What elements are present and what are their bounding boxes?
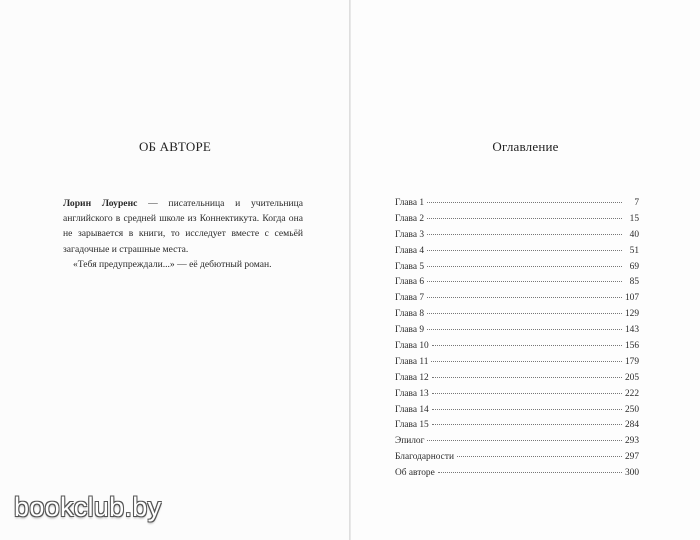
toc-entry-label: Глава 8 bbox=[395, 309, 425, 320]
toc-entry-page: 297 bbox=[624, 452, 639, 463]
toc-entry bbox=[395, 468, 639, 484]
toc-entry-label: Глава 2 bbox=[395, 213, 425, 224]
toc-leader-dots bbox=[427, 280, 622, 282]
toc-entry bbox=[395, 230, 639, 246]
bio-paragraph bbox=[63, 196, 303, 257]
table-of-contents bbox=[395, 198, 639, 484]
toc-leader-dots bbox=[427, 296, 622, 298]
toc-entry-page: 250 bbox=[624, 404, 639, 415]
toc-entry bbox=[395, 277, 639, 293]
toc-entry-label: Глава 7 bbox=[395, 293, 425, 304]
toc-entry-label: Глава 6 bbox=[395, 277, 425, 288]
toc-entry-page: 222 bbox=[624, 388, 639, 399]
toc-entry-page: 15 bbox=[629, 213, 639, 224]
toc-entry bbox=[395, 293, 639, 309]
toc-entry-label: Глава 5 bbox=[395, 261, 425, 272]
toc-entry bbox=[395, 246, 639, 262]
toc-entry-label: Глава 3 bbox=[395, 229, 425, 240]
toc-entry bbox=[395, 309, 639, 325]
toc-entry bbox=[395, 420, 639, 436]
toc-entry-label: Глава 13 bbox=[395, 388, 429, 399]
toc-leader-dots bbox=[438, 471, 622, 473]
toc-entry bbox=[395, 214, 639, 230]
bio-text: — писательница и учительница английского в средней школе из Коннектикута. Когда она не зарывается в книги, то исследует вместе с семьёй загадочные и страшные места. bbox=[63, 198, 304, 255]
toc-leader-dots bbox=[432, 392, 622, 394]
toc-leader-dots bbox=[431, 360, 622, 362]
toc-entry bbox=[395, 373, 639, 389]
toc-leader-dots bbox=[427, 201, 622, 203]
toc-entry-label: Глава 11 bbox=[395, 356, 429, 367]
toc-entry-page: 107 bbox=[624, 293, 639, 304]
toc-entry bbox=[395, 452, 639, 468]
toc-leader-dots bbox=[427, 312, 622, 314]
toc-entry bbox=[395, 405, 639, 421]
toc-leader-dots bbox=[432, 344, 622, 346]
toc-entry bbox=[395, 341, 639, 357]
toc-entry-page: 85 bbox=[629, 277, 639, 288]
toc-entry-label: Глава 14 bbox=[395, 404, 429, 415]
toc-leader-dots bbox=[427, 233, 622, 235]
toc-entry-label: Глава 10 bbox=[395, 341, 429, 352]
watermark-logo: bookclub.by bbox=[14, 492, 162, 522]
toc-entry-label: Эпилог bbox=[395, 436, 425, 447]
toc-entry-page: 7 bbox=[634, 198, 639, 208]
toc-entry-page: 293 bbox=[624, 436, 639, 447]
toc-entry-page: 40 bbox=[629, 229, 639, 240]
toc-entry-page: 284 bbox=[624, 420, 639, 431]
right-page bbox=[351, 0, 700, 540]
toc-entry-label: Глава 9 bbox=[395, 325, 425, 336]
toc-leader-dots bbox=[457, 455, 622, 457]
toc-entry-label: Об авторе bbox=[395, 468, 435, 479]
toc-entry bbox=[395, 436, 639, 452]
about-author-heading: ОБ АВТОРЕ bbox=[138, 139, 212, 154]
toc-leader-dots bbox=[427, 265, 622, 267]
toc-entry bbox=[395, 198, 639, 214]
toc-entry-label: Глава 4 bbox=[395, 245, 425, 256]
toc-entry-page: 69 bbox=[629, 261, 639, 272]
toc-leader-dots bbox=[432, 423, 622, 425]
toc-entry-page: 143 bbox=[624, 325, 639, 336]
toc-heading: Оглавление bbox=[492, 139, 559, 154]
bio-author-name: Лорин Лоуренс bbox=[63, 198, 138, 209]
toc-entry bbox=[395, 357, 639, 373]
toc-entry-page: 129 bbox=[624, 309, 639, 320]
toc-entry-page: 51 bbox=[629, 245, 639, 256]
toc-entry-page: 156 bbox=[624, 341, 639, 352]
toc-entry-label: Глава 12 bbox=[395, 372, 429, 383]
toc-leader-dots bbox=[432, 376, 622, 378]
author-bio bbox=[63, 196, 303, 272]
toc-entry bbox=[395, 325, 639, 341]
toc-leader-dots bbox=[432, 408, 622, 410]
toc-leader-dots bbox=[427, 249, 622, 251]
toc-entry-label: Глава 1 bbox=[395, 198, 425, 208]
toc-entry-page: 300 bbox=[624, 468, 639, 479]
toc-entry-label: Благодарности bbox=[395, 452, 454, 463]
toc-entry-label: Глава 15 bbox=[395, 420, 429, 431]
toc-entry-page: 205 bbox=[624, 372, 639, 383]
toc-leader-dots bbox=[427, 439, 622, 441]
toc-leader-dots bbox=[427, 328, 622, 330]
toc-entry bbox=[395, 262, 639, 278]
bio-book: «Тебя предупреждали...» — её дебютный роман. bbox=[73, 258, 272, 270]
toc-leader-dots bbox=[427, 217, 622, 219]
toc-entry bbox=[395, 389, 639, 405]
toc-entry-page: 179 bbox=[624, 356, 639, 367]
